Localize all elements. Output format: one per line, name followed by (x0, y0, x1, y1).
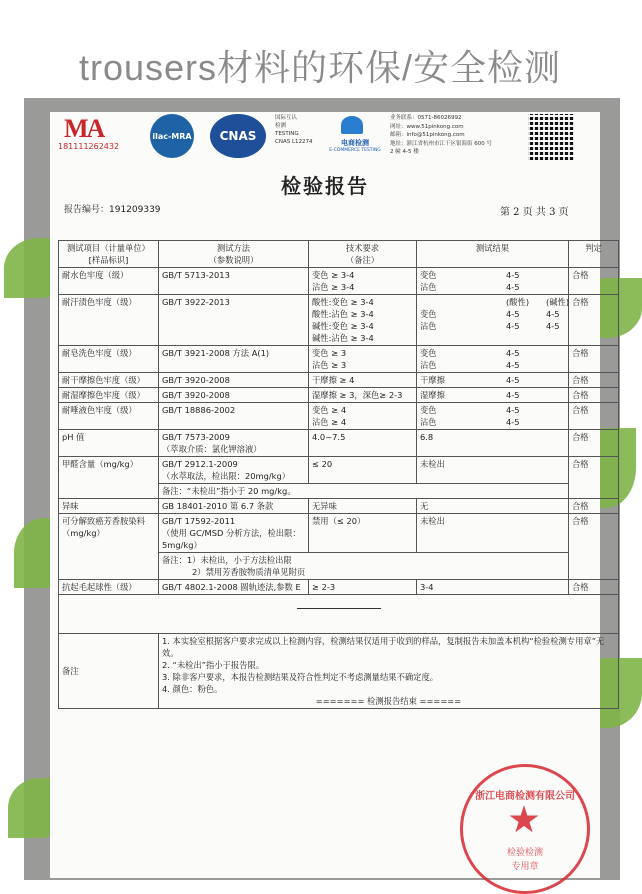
ma-number: 181111262432 (58, 142, 120, 151)
ecommerce-testing-logo: 电商检测 E-COMMERCE TESTING (325, 116, 379, 160)
table-row: 耐湿摩擦色牢度（级） GB/T 3920-2008 湿摩擦 ≥ 3，深色≥ 2-3 湿摩擦 4-5 合格 (59, 388, 619, 403)
table-row: 耐皂洗色牢度（级） GB/T 3921-2008 方法 A(1) 变色 ≥ 3 沾色 ≥ 3 变色 4-5 沾色 4-5 合格 (59, 346, 619, 373)
qr-code-icon (528, 114, 574, 160)
table-note-row: 备注：1）未检出，小于方法检出限 2）禁用芳香胺物质清单见附页 (59, 553, 619, 580)
ilac-mra-logo: ilac-MRA (150, 114, 194, 158)
col-header-item: 测试项目（计量单位） [样品标识] (59, 241, 159, 268)
heart-icon (341, 116, 363, 134)
contact-info: 业务联系：0571-86026992 网址：www.51pinkong.com 邮箱：info@51pinkong.com 地址：浙江省杭州市江干区银海街 600 号 2 幢 4-5 楼 (390, 115, 492, 155)
table-row: 甲醛含量（mg/kg） GB/T 2912.1-2009 （水萃取法，检出限：20mg/kg） ≤ 20 未检出 合格 (59, 457, 619, 484)
table-row: 可分解致癌芳香胺染料（mg/kg） GB/T 17592-2011 （使用 GC/MSD 分析方法，检出限：5mg/kg） 禁用（≤ 20） 未检出 合格 (59, 514, 619, 553)
remarks-row: 备注 1. 本实验室根据客户要求完成以上检测内容，检测结果仅适用于收到的样品，复制报告未加盖本机构“检验检测专用章”无效。 2. “未检出”指小于报告限。 3. 除非客户要求，本报告检测结果及符合性判定不考虑测量结果不确定度。 4. 颜色：粉色。 ======= 检测报告结束 ====== (59, 634, 619, 709)
table-row: 耐汗渍色牢度（级） GB/T 3922-2013 酸性:变色 ≥ 3-4 酸性:沾色 ≥ 3-4 碱性:变色 ≥ 3-4 碱性:沾色 ≥ 3-4 (酸性) (碱性) 变色 4-5 4-5 沾色 4-5 4-5 合格 (59, 295, 619, 346)
table-row: 抗起毛起球性（级） GB/T 4802.1-2008 圆轨迹法,参数 E ≥ 2-3 3-4 合格 (59, 580, 619, 595)
document-title: 检验报告 (281, 174, 369, 198)
report-number: 报告编号：191209339 (64, 205, 161, 215)
table-row: 耐唾液色牢度（级） GB/T 18886-2002 变色 ≥ 4 沾色 ≥ 4 变色 4-5 沾色 4-5 合格 (59, 403, 619, 430)
cnas-text: 国际互认 检测 TESTING CNAS L12274 (275, 115, 313, 145)
page-number: 第 2 页 共 3 页 (500, 207, 569, 218)
col-header-method: 测试方法 （参数说明） (159, 241, 309, 268)
table-row: 异味 GB 18401-2010 第 6.7 条款 无异味 无 合格 (59, 499, 619, 514)
col-header-result: 测试结果 (417, 241, 569, 268)
table-row: pH 值 GB/T 7573-2009 （萃取介质：氯化钾溶液） 4.0~7.5 6.8 合格 (59, 430, 619, 457)
results-table (58, 240, 619, 709)
report-end-marker: ======= 检测报告结束 ====== (315, 696, 462, 706)
table-header-row (59, 241, 619, 268)
star-icon (509, 805, 539, 835)
report-header (50, 112, 600, 162)
ma-logo: MA (64, 114, 104, 143)
spacer-row (59, 595, 619, 634)
col-header-requirement: 技术要求 （备注） (309, 241, 417, 268)
table-row: 耐干摩擦色牢度（级） GB/T 3920-2008 干摩擦 ≥ 4 干摩擦 4-5 合格 (59, 373, 619, 388)
cnas-logo: CNAS (210, 114, 266, 158)
col-header-verdict: 判定 (569, 241, 619, 268)
table-note-row: 备注：“未检出”指小于 20 mg/kg。 (59, 484, 619, 499)
test-report (50, 112, 605, 878)
table-row: 耐水色牢度（级） GB/T 5713-2013 变色 ≥ 3-4 沾色 ≥ 3-4 变色 4-5 沾色 4-5 合格 (59, 268, 619, 295)
official-seal: 浙江电商检测有限公司 检验检测 专用章 (460, 764, 590, 894)
page-title: trousers材料的环保/安全检测 (78, 47, 562, 88)
